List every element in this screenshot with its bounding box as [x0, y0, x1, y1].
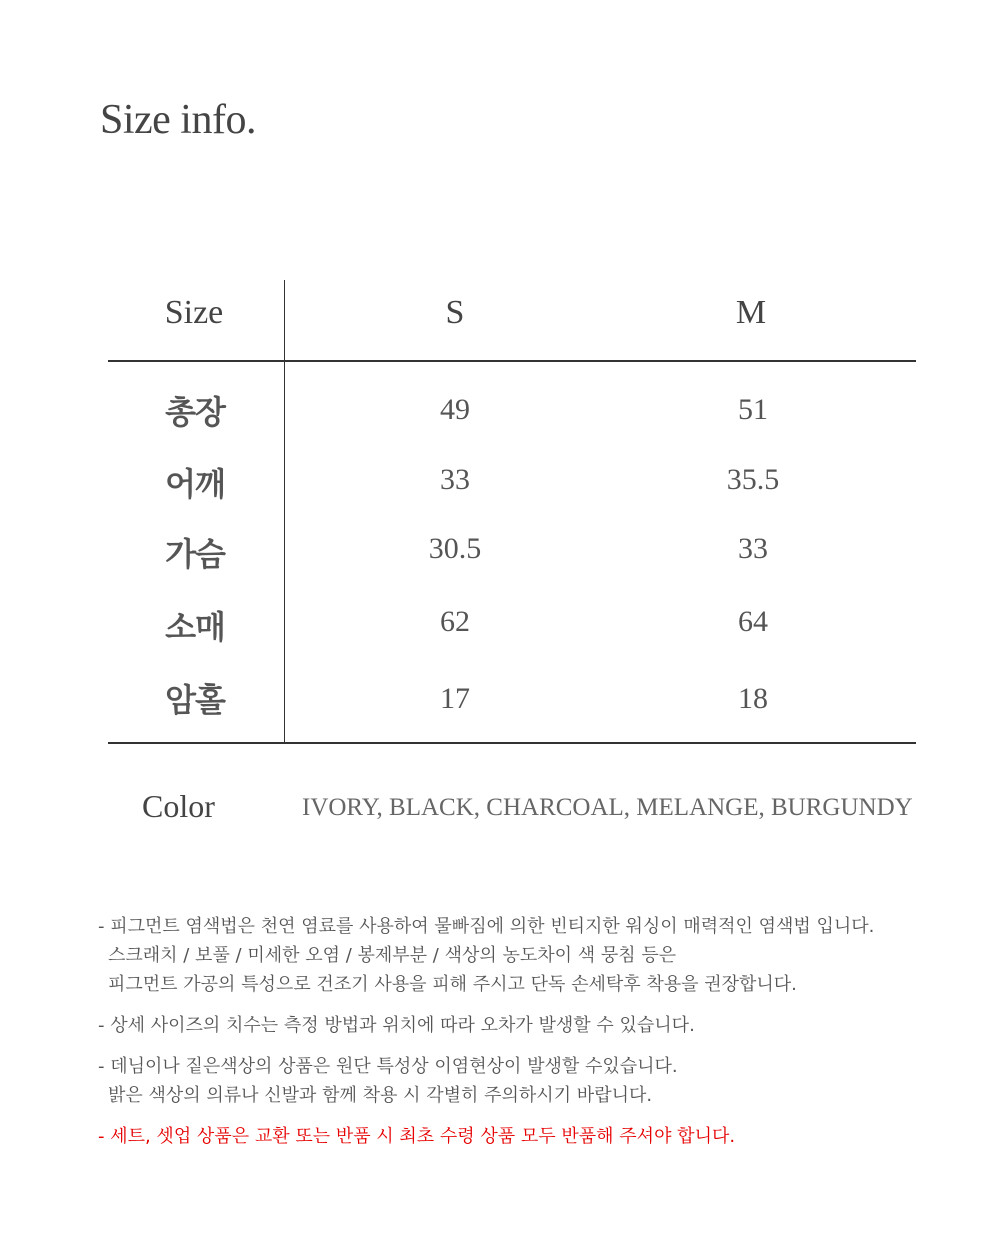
note-measurement	[98, 1011, 978, 1040]
table-cell: 35.5	[726, 463, 780, 496]
table-cell: 62	[440, 605, 470, 638]
color-values: IVORY, BLACK, CHARCOAL, MELANGE, BURGUNDY	[302, 794, 913, 821]
table-cell: 17	[440, 682, 470, 715]
row-label-chest: 가슴	[165, 535, 225, 573]
size-table	[108, 280, 916, 745]
table-cell: 49	[440, 393, 470, 426]
note-set-return-warning	[98, 1122, 978, 1151]
care-notes	[98, 912, 978, 1163]
row-label-shoulder: 어깨	[165, 465, 225, 503]
note-denim-transfer	[98, 1052, 978, 1110]
note-line: - 피그먼트 염색법은 천연 염료를 사용하여 물빠짐에 의한 빈티지한 워싱이 매력적인 염색법 입니다.	[98, 916, 875, 937]
table-cell: 64	[738, 605, 768, 638]
row-label-sleeve: 소매	[165, 608, 225, 646]
table-header-divider	[108, 360, 916, 362]
table-cell: 33	[440, 463, 470, 496]
table-header-m: M	[735, 294, 767, 331]
note-pigment-dye	[98, 912, 978, 999]
row-label-armhole: 암홀	[165, 681, 225, 719]
note-line: 스크래치 / 보풀 / 미세한 오염 / 봉제부분 / 색상의 농도차이 색 뭉침 등은	[108, 945, 677, 966]
note-line: - 데님이나 짙은색상의 상품은 원단 특성상 이염현상이 발생할 수있습니다.	[98, 1056, 678, 1077]
table-header-size-label: Size	[164, 294, 224, 331]
note-line: 밝은 색상의 의류나 신발과 함께 착용 시 각별히 주의하시기 바랍니다.	[108, 1085, 653, 1106]
table-cell: 51	[738, 393, 768, 426]
table-header-s: S	[445, 294, 465, 331]
table-cell: 30.5	[428, 532, 482, 565]
table-cell: 18	[738, 682, 768, 715]
size-info-title: Size info.	[100, 97, 256, 143]
table-bottom-border	[108, 742, 916, 744]
note-line: - 상세 사이즈의 치수는 측정 방법과 위치에 따라 오차가 발생할 수 있습니다.	[98, 1015, 695, 1036]
note-line: - 세트, 셋업 상품은 교환 또는 반품 시 최초 수령 상품 모두 반품해 주셔야 합니다.	[98, 1126, 736, 1147]
note-line: 피그먼트 가공의 특성으로 건조기 사용을 피해 주시고 단독 손세탁후 착용을 권장합니다.	[108, 974, 797, 995]
row-label-total-length: 총장	[165, 393, 225, 431]
table-column-divider	[284, 280, 285, 743]
color-label: Color	[142, 788, 215, 824]
table-cell: 33	[738, 532, 768, 565]
